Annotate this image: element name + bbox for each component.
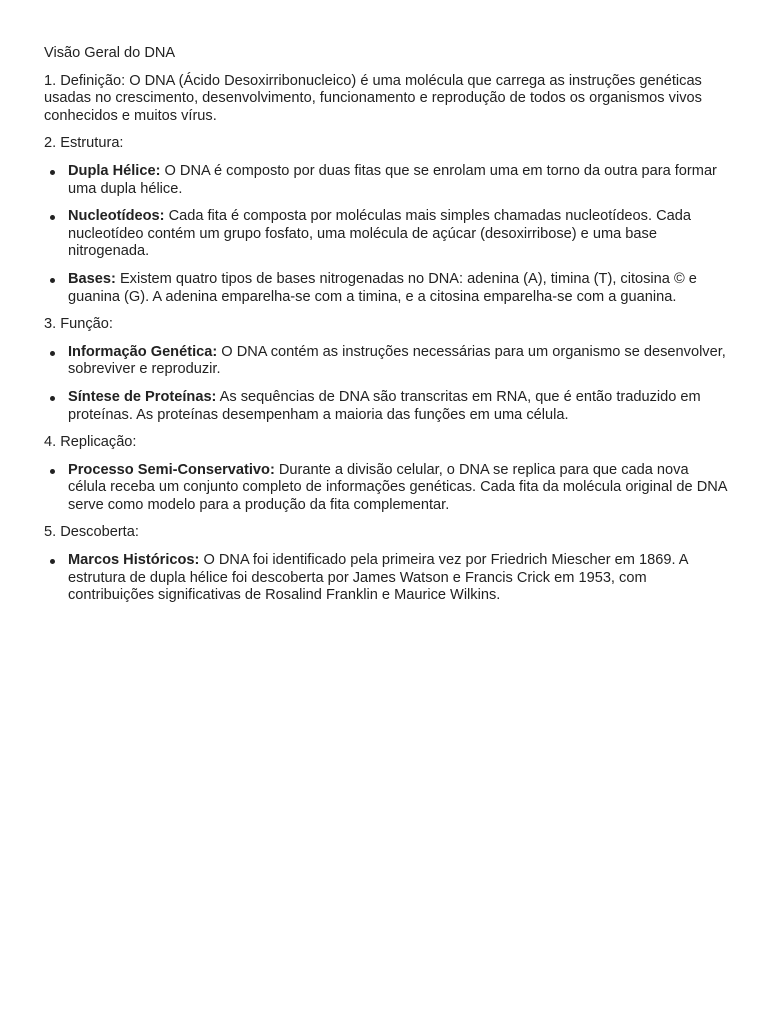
list-item-term: Nucleotídeos: — [68, 208, 165, 225]
replication-list — [44, 462, 728, 515]
list-item-text: Existem quatro tipos de bases nitrogenadas no DNA: adenina (A), timina (T), citosina © e guanina (G). A adenina emparelha-se com a timina, e a citosina emparelha-se com a guanina. — [68, 270, 697, 305]
definition-text: O DNA (Ácido Desoxirribonucleico) é uma molécula que carrega as instruções genéticas usadas no crescimento, desenvolvimento, funcionamento e reprodução de todos os organismos vivos conhecidos e muitos vírus. — [44, 72, 702, 124]
discovery-list — [44, 552, 728, 605]
list-item — [44, 344, 728, 379]
list-item-text: Cada fita é composta por moléculas mais simples chamadas nucleotídeos. Cada nucleotídeo contém um grupo fosfato, uma molécula de açúcar (desoxirribose) e uma base nitrogenada. — [68, 208, 691, 260]
structure-heading: 2. Estrutura: — [44, 135, 124, 152]
list-item-term: Processo Semi-Conservativo: — [68, 461, 275, 478]
list-item-term: Síntese de Proteínas: — [68, 388, 217, 405]
list-item — [44, 163, 728, 198]
list-item — [44, 271, 728, 306]
list-item-text: As sequências de DNA são transcritas em RNA, que é então traduzido em proteínas. As proteínas desempenham a maioria das funções em uma célula. — [68, 388, 701, 423]
list-item-text: O DNA foi identificado pela primeira vez por Friedrich Miescher em 1869. A estrutura de dupla hélice foi descoberta por James Watson e Francis Crick em 1953, com contribuições significativas de Rosalind Franklin e Maurice Wilkins. — [68, 552, 688, 604]
function-heading: 3. Função: — [44, 316, 113, 333]
list-item-term: Bases: — [68, 270, 116, 287]
definition-heading: 1. Definição: — [44, 72, 126, 89]
list-item — [44, 389, 728, 424]
list-item-text: Durante a divisão celular, o DNA se replica para que cada nova célula receba um conjunto completo de informações genéticas. Cada fita da molécula original de DNA serve como modelo para a produção da fita complementar. — [68, 461, 727, 513]
list-item-term: Dupla Hélice: — [68, 162, 161, 179]
bullet-icon — [50, 215, 55, 220]
discovery-heading: 5. Descoberta: — [44, 524, 139, 541]
replication-heading: 4. Replicação: — [44, 434, 137, 451]
structure-list — [44, 163, 728, 306]
list-item-term: Marcos Históricos: — [68, 552, 200, 569]
bullet-icon — [50, 278, 55, 283]
document-title: Visão Geral do DNA — [44, 45, 176, 61]
list-item-text: O DNA é composto por duas fitas que se enrolam uma em torno da outra para formar uma dupla hélice. — [68, 162, 717, 197]
bullet-icon — [50, 559, 55, 564]
bullet-icon — [50, 396, 55, 401]
list-item — [44, 208, 728, 261]
bullet-icon — [50, 469, 55, 474]
list-item — [44, 462, 728, 515]
bullet-icon — [50, 170, 55, 175]
list-item-term: Informação Genética: — [68, 343, 218, 360]
list-item — [44, 552, 728, 605]
definition-paragraph — [44, 73, 728, 126]
function-list — [44, 344, 728, 424]
bullet-icon — [50, 351, 55, 356]
list-item-text: O DNA contém as instruções necessárias para um organismo se desenvolver, sobreviver e reproduzir. — [68, 343, 726, 378]
